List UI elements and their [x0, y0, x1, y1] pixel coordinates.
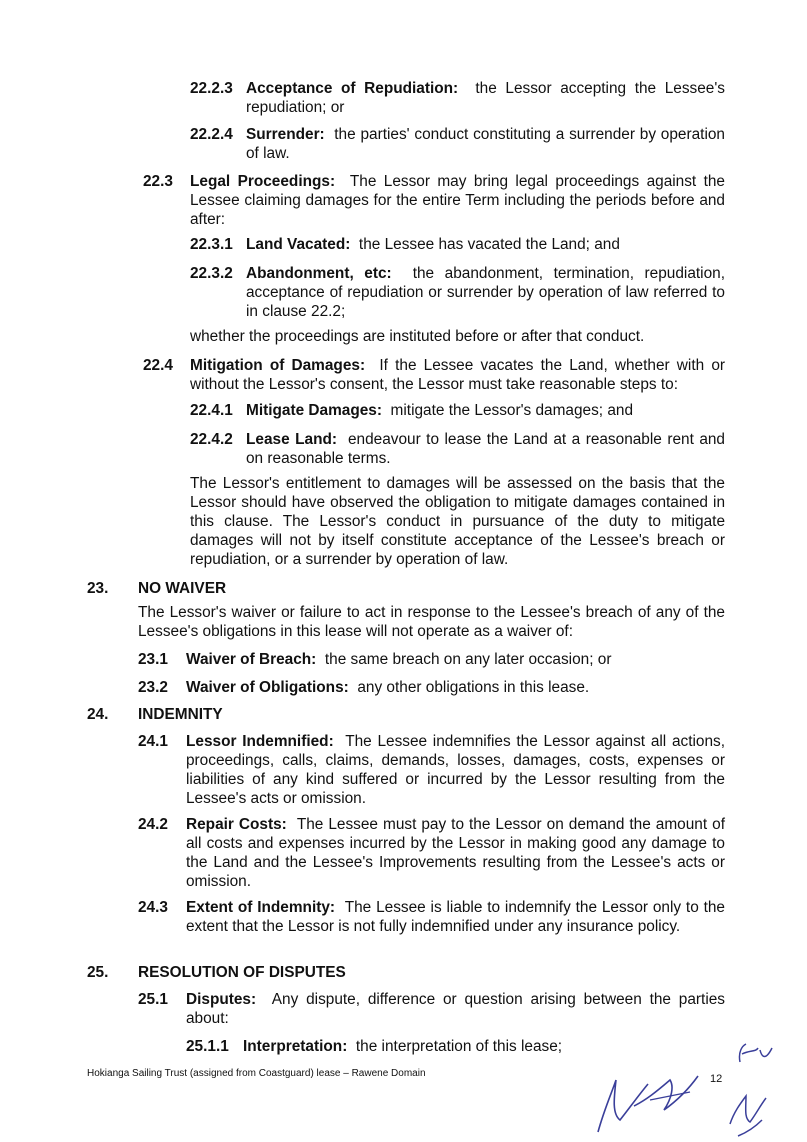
clause-text: the parties' conduct constituting a surrender by operation of law.: [246, 126, 725, 162]
clause-number: 22.3.1: [190, 236, 233, 253]
clause-text: The Lessor may bring legal proceedings against the Lessee claiming damages for the entire Term including the periods before and after:: [190, 173, 725, 228]
clause-body: [246, 401, 725, 420]
clause-body: [186, 678, 725, 697]
clause-text: whether the proceedings are instituted before or after that conduct.: [190, 328, 645, 345]
clause-text: the abandonment, termination, repudiation, acceptance of repudiation or surrender by operation of law referred to in clause 22.2;: [246, 265, 725, 320]
section-number: 24.: [87, 706, 109, 723]
clause-text: the same breach on any later occasion; or: [324, 651, 612, 668]
clause-number: 22.2.4: [190, 126, 233, 143]
clause-body: [186, 898, 725, 936]
clause-heading: Abandonment, etc:: [246, 265, 392, 282]
clause-number: 23.2: [138, 679, 168, 696]
clause-body: [246, 430, 725, 468]
clause-text: Any dispute, difference or question arising between the parties about:: [186, 991, 725, 1027]
clause-heading: Lease Land:: [246, 431, 338, 448]
clause-text: The Lessee indemnifies the Lessor against all actions, proceedings, calls, claims, demands, losses, damages, costs, expenses or liabilities of any kind suffered or incurred by the Lessor resulting from the Lessee's acts or omission.: [186, 733, 725, 807]
clause-body: [246, 264, 725, 321]
clause-text: mitigate the Lessor's damages; and: [390, 402, 634, 419]
clause-text: the Lessor accepting the Lessee's repudiation; or: [246, 80, 725, 116]
section-heading: INDEMNITY: [138, 706, 223, 723]
clause-body: [186, 990, 725, 1028]
clause-heading: Mitigate Damages:: [246, 402, 382, 419]
document-footer: Hokianga Sailing Trust (assigned from Coastguard) lease – Rawene Domain: [87, 1068, 426, 1079]
clause-body: [190, 356, 725, 394]
clause-heading: Acceptance of Repudiation:: [246, 80, 459, 97]
clause-heading: Waiver of Obligations:: [186, 679, 349, 696]
clause-body: [246, 79, 725, 117]
clause-heading: Disputes:: [186, 991, 257, 1008]
clause-number: 22.4.1: [190, 402, 233, 419]
clause-heading: Extent of Indemnity:: [186, 899, 336, 916]
clause-body: [186, 732, 725, 808]
clause-text: the interpretation of this lease;: [355, 1038, 563, 1055]
clause-heading: Lessor Indemnified:: [186, 733, 334, 750]
clause-text: The Lessor's waiver or failure to act in response to the Lessee's breach of any of the Lessee's obligations in this lease will not operate as a waiver of:: [138, 604, 725, 640]
clause-text: The Lessee must pay to the Lessor on demand the amount of all costs and expenses incurred by the Lessor in making good any damage to the Land and the Lessee's Improvements resulting from the Lessee's acts or omission.: [186, 816, 725, 890]
clause-number: 23.1: [138, 651, 168, 668]
clause-heading: Land Vacated:: [246, 236, 351, 253]
clause-number: 25.1.1: [186, 1038, 229, 1055]
clause-text: endeavour to lease the Land at a reasonable rent and on reasonable terms.: [246, 431, 725, 467]
clause-body: [190, 172, 725, 229]
clause-body: [186, 650, 725, 669]
clause-heading: Interpretation:: [243, 1038, 348, 1055]
page-number: 12: [710, 1073, 723, 1085]
clause-number: 22.4: [143, 357, 173, 374]
clause-number: 22.3: [143, 173, 173, 190]
clause-text: The Lessee is liable to indemnify the Lessor only to the extent that the Lessor is not fully indemnified under any insurance policy.: [186, 899, 725, 935]
clause-text: The Lessor's entitlement to damages will be assessed on the basis that the Lessor should have observed the obligation to mitigate damages contained in this clause. The Lessor's conduct in pursuance of the duty to mitigate damages will not by itself constitute acceptance of the Lessee's breach or repudiation, or a surrender by operation of law.: [190, 475, 725, 568]
clause-number: 24.1: [138, 733, 168, 750]
clause-heading: Surrender:: [246, 126, 325, 143]
clause-body: [246, 235, 725, 254]
signature-initials: [590, 1040, 790, 1140]
clause-number: 22.3.2: [190, 265, 233, 282]
clause-text: If the Lessee vacates the Land, whether with or without the Lessor's consent, the Lessor must take reasonable steps to:: [190, 357, 726, 393]
section-heading: RESOLUTION OF DISPUTES: [138, 964, 346, 981]
section-number: 23.: [87, 580, 109, 597]
clause-heading: Legal Proceedings:: [190, 173, 336, 190]
clause-heading: Waiver of Breach:: [186, 651, 317, 668]
section-number: 25.: [87, 964, 109, 981]
clause-heading: Mitigation of Damages:: [190, 357, 366, 374]
clause-number: 24.3: [138, 899, 168, 916]
clause-number: 25.1: [138, 991, 168, 1008]
clause-text: any other obligations in this lease.: [357, 679, 590, 696]
clause-number: 24.2: [138, 816, 168, 833]
clause-text: the Lessee has vacated the Land; and: [358, 236, 620, 253]
clause-body: [246, 125, 725, 163]
clause-number: 22.4.2: [190, 431, 233, 448]
clause-heading: Repair Costs:: [186, 816, 287, 833]
section-heading: NO WAIVER: [138, 580, 227, 597]
clause-number: 22.2.3: [190, 80, 233, 97]
clause-body: [186, 815, 725, 891]
